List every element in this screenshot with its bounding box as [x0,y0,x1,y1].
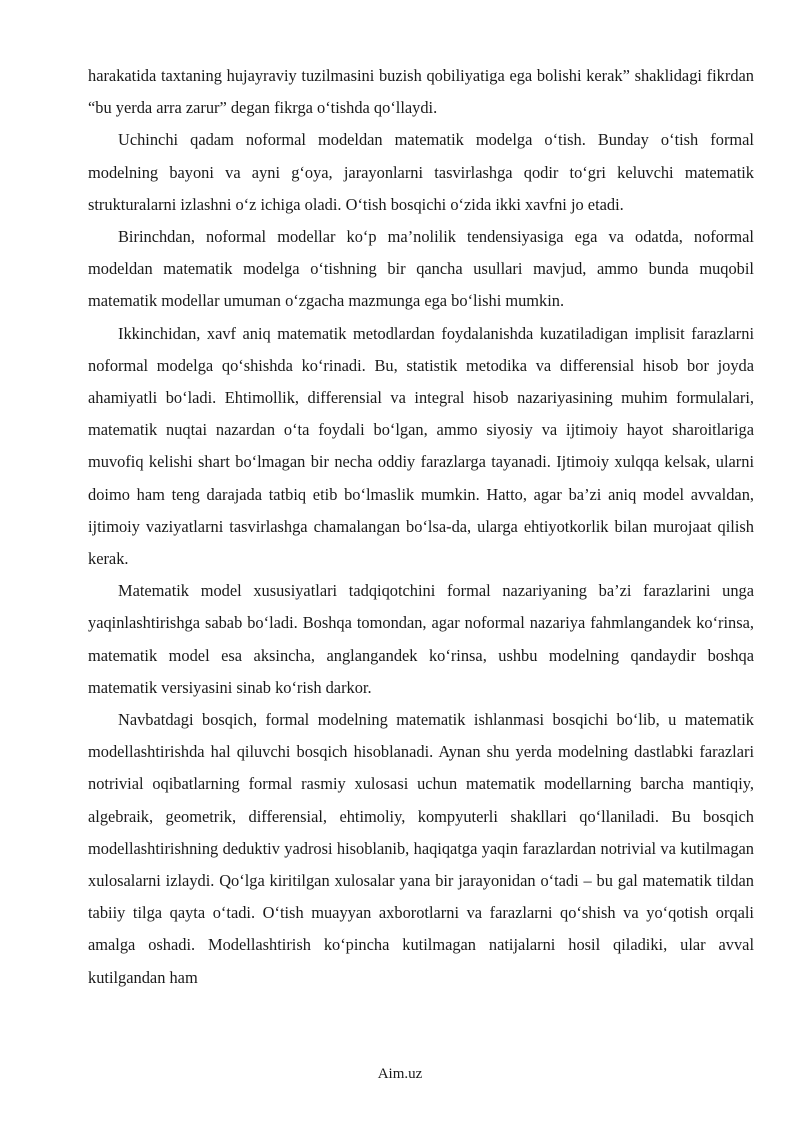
paragraph: Navbatdagi bosqich, formal modelning matematik ishlanmasi bosqichi bo‘lib, u matematik modellashtirishda hal qiluvchi bosqich hisoblanadi. Aynan shu yerda modelning dastlabki farazlari notrivial oqibatlarning formal rasmiy xulosasi uchun matematik modellarning barcha mantiqiy, algebraik, geometrik, differensial, ehtimoliy, kompyuterli shakllari qo‘llaniladi. Bu bosqich modellashtirishning deduktiv yadrosi hisoblanib, haqiqatga yaqin farazlardan notrivial va kutilmagan xulosalarni izlaydi. Qo‘lga kiritilgan xulosalar yana bir jarayonidan o‘tadi – bu gal matematik tildan tabiiy tilga qayta o‘tadi. O‘tish muayyan axborotlarni va farazlarni qo‘shish va yo‘qotish orqali amalga oshadi. Modellashtirish ko‘pincha kutilmagan natijalarni hosil qiladiki, ular avval kutilgandan ham [88,710,754,987]
paragraph: Birinchdan, noformal modellar ko‘p ma’nolilik tendensiyasiga ega va odatda, noformal modeldan matematik modelga o‘tishning bir qancha usullari mavjud, ammo bunda muqobil matematik modellar umuman o‘zgacha mazmunga ega bo‘lishi mumkin. [88,227,754,311]
paragraph: Ikkinchidan, xavf aniq matematik metodlardan foydalanishda kuzatiladigan implisit farazlarni noformal modelga qo‘shishda ko‘rinadi. Bu, statistik metodika va differensial hisob bor joyda ahamiyatli bo‘ladi. Ehtimollik, differensial va integral hisob nazariyasining muhim formulalari, matematik nuqtai nazardan o‘ta foydali bo‘lgan, ammo siyosiy va ijtimoiy hayot sharoitlariga muvofiq kelishi shart bo‘lmagan bir necha oddiy farazlarga tayanadi. Ijtimoiy xulqqa kelsak, ularni doimo ham teng darajada tatbiq etib bo‘lmaslik mumkin. Hatto, agar ba’zi aniq model avvaldan, ijtimoiy vaziyatlarni tasvirlashga chamalangan bo‘lsa-da, ularga ehtiyotkorlik bilan murojaat qilish kerak. [88,323,754,569]
paragraph: Matematik model xususiyatlari tadqiqotchini formal nazariyaning ba’zi farazlarini unga yaqinlashtirishga sabab bo‘ladi. Boshqa tomondan, agar noformal nazariya fahmlangandek ko‘rinsa, matematik model esa aksincha, anglangandek ko‘rinsa, ushbu modelning qandaydir boshqa matematik versiyasini sinab ko‘rish darkor. [88,581,754,697]
paragraph: harakatida taxtaning hujayraviy tuzilmasini buzish qobiliyatiga ega bolishi kerak” shaklidagi fikrdan “bu yerda arra zarur” degan fikrga o‘tishda qo‘llaydi. [88,66,754,118]
paragraph: Uchinchi qadam noformal modeldan matematik modelga o‘tish. Bunday o‘tish formal modelning bayoni va ayni g‘oya, jarayonlarni tasvirlashga qodir to‘gri keluvchi matematik strukturalarni izlashni o‘z ichiga oladi. O‘tish bosqichi o‘zida ikki xavfni jo etadi. [88,130,754,214]
page-footer: Aim.uz [377,1066,423,1082]
document-body [88,60,754,994]
